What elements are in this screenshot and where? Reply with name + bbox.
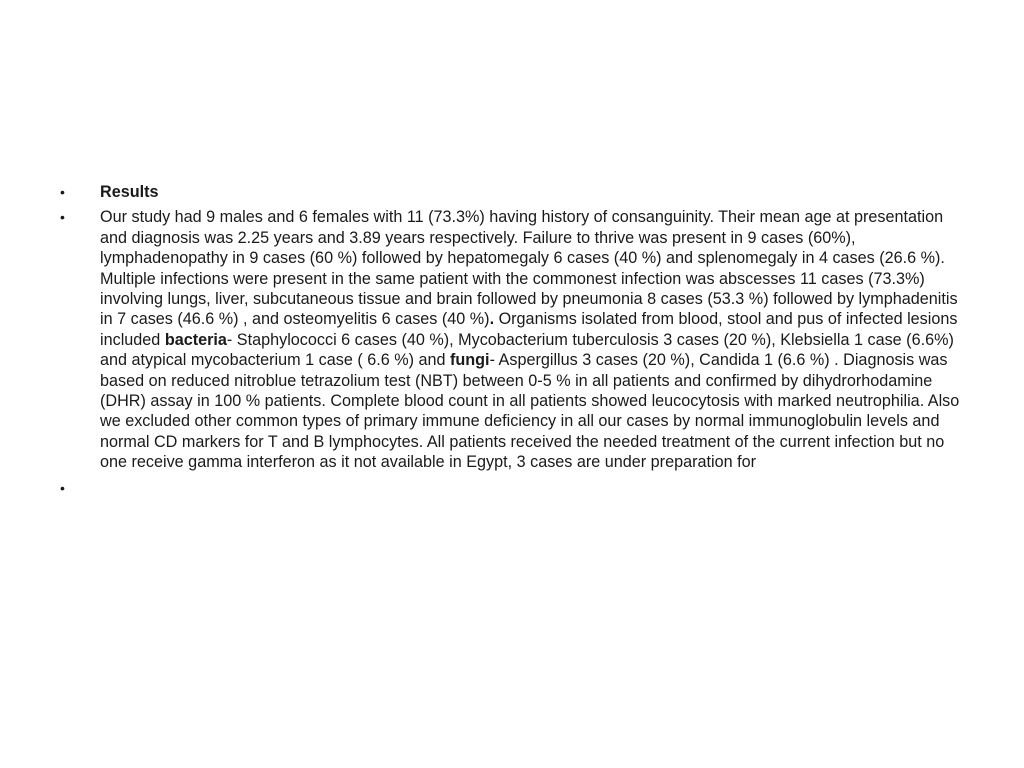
bullet-icon: • — [60, 184, 65, 200]
paragraph-part-1: Our study had 9 males and 6 females with 11 (73.3%) having history of consanguinity. Their mean age at presentation and diagnosis was 2.25 years and 3.89 years respectively. Failure to thrive was present in 9 cases (60%), lymphadenopathy in 9 cases (60 %) followed by hepatomegaly 6 cases (40 %) and splenomegaly in 4 cases (26.6 %). Multiple infections were present in the same patient with the commonest infection was abscesses 11 cases (73.3%) involving lungs, liver, subcutaneous tissue and brain followed by pneumonia 8 cases (53.3 %) followed by lymphadenitis in 7 cases (46.6 %) , and osteomyelitis 6 cases (40 %) — [100, 208, 958, 329]
paragraph-part-4: - Aspergillus 3 cases (20 %), Candida 1 (6.6 %) . Diagnosis was based on reduced nitroblue tetrazolium test (NBT) between 0-5 % in all patients and confirmed by dihydrorhodamine (DHR) assay in 100 % patients. Complete blood count in all patients showed leucocytosis with marked neutrophilia. Also we excluded other common types of primary immune deficiency in all our cases by normal immunoglobulin levels and normal CD markers for T and B lymphocytes. All patients received the needed treatment of the current infection but no one receive gamma interferon as it not available in Egypt, 3 cases are under preparation for — [100, 351, 960, 472]
paragraph-part-2: Organisms isolated from blood, stool and pus of infected lesions included — [100, 310, 958, 349]
bullet-icon: • — [60, 209, 65, 226]
results-heading: Results — [100, 183, 159, 201]
bullet-list — [60, 182, 960, 496]
fungi-term: fungi — [450, 351, 490, 370]
results-paragraph — [100, 208, 959, 471]
paragraph-part-3: - Staphylococci 6 cases (40 %), Mycobacterium tuberculosis 3 cases (20 %), Klebsiella 1 case (6.6%) and atypical mycobacterium 1 case ( 6.6 %) and — [100, 330, 954, 370]
bullet-icon: • — [60, 479, 65, 496]
paragraph-period: . — [489, 310, 495, 329]
bullet-item-heading — [60, 182, 960, 202]
bullet-item-body — [60, 207, 960, 472]
bacteria-term: bacteria — [164, 330, 227, 349]
